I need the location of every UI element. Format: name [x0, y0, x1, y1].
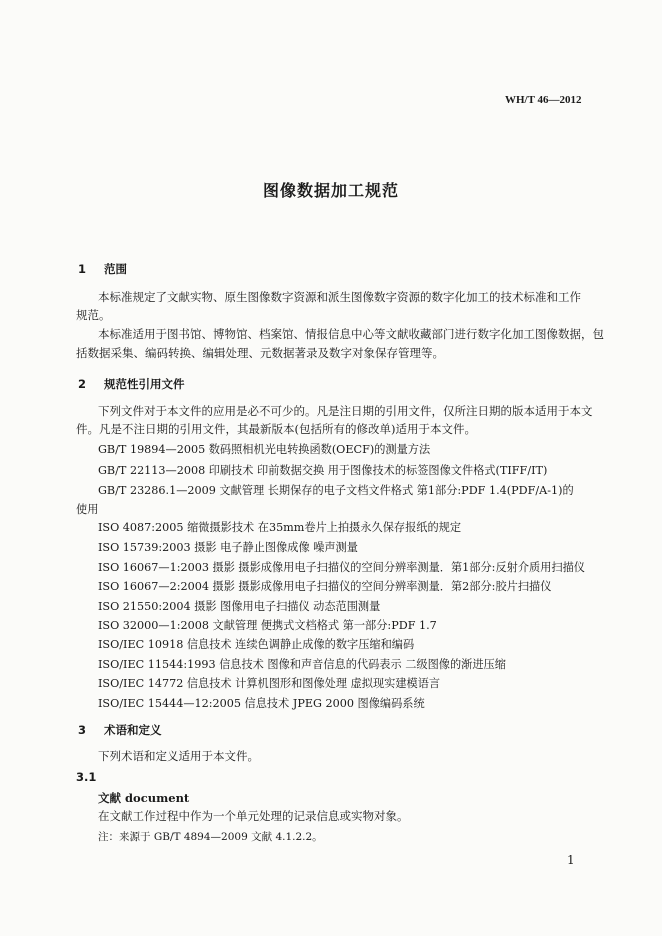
reference-item: ISO/IEC 15444—12:2005 信息技术 JPEG 2000 图像编码系统	[98, 697, 425, 710]
reference-item-continued: 使用	[76, 503, 99, 516]
standard-code: WH/T 46—2012	[505, 94, 582, 106]
term-note: 注：来源于 GB/T 4894—2009 文献 4.1.2.2。	[98, 831, 323, 843]
reference-item: ISO 4087:2005 缩微摄影技术 在35mm卷片上拍摄永久保存报纸的规定	[98, 521, 462, 534]
reference-item: GB/T 19894—2005 数码照相机光电转换函数(OECF)的测量方法	[98, 443, 431, 456]
section-1-para-2-line-2: 括数据采集、编码转换、编辑处理、元数据著录及数字对象保存管理等。	[76, 346, 444, 360]
section-1-number: 1	[78, 262, 87, 276]
section-2-intro-line-2: 件。凡是不注日期的引用文件，其最新版本(包括所有的修改单)适用于本文件。	[76, 422, 476, 436]
section-2-heading	[78, 376, 185, 392]
section-1-para-2-line-1: 本标准适用于图书馆、博物馆、档案馆、情报信息中心等文献收藏部门进行数字化加工图像数据，包	[98, 327, 604, 341]
section-1-para-1-line-1: 本标准规定了文献实物、原生图像数字资源和派生图像数字资源的数字化加工的技术标准和工作	[98, 290, 581, 304]
reference-item: ISO/IEC 14772 信息技术 计算机图形和图像处理 虚拟现实建模语言	[98, 677, 441, 690]
section-2-number: 2	[78, 377, 87, 391]
reference-item: ISO/IEC 11544:1993 信息技术 图像和声音信息的代码表示 二级图像的渐进压缩	[98, 658, 506, 671]
reference-item: ISO 21550:2004 摄影 图像用电子扫描仪 动态范围测量	[98, 600, 381, 613]
section-2-title: 规范性引用文件	[104, 377, 185, 391]
section-3-intro: 下列术语和定义适用于本文件。	[98, 749, 259, 763]
reference-item: ISO 32000—1:2008 文献管理 便携式文档格式 第一部分:PDF 1.7	[98, 619, 437, 632]
reference-item: ISO 16067—1:2003 摄影 摄影成像用电子扫描仪的空间分辨率测量．第1部分:反射介质用扫描仪	[98, 561, 585, 574]
section-3-title: 术语和定义	[104, 723, 162, 737]
term-definition: 在文献工作过程中作为一个单元处理的记录信息或实物对象。	[98, 809, 409, 823]
section-3-heading	[78, 722, 162, 738]
reference-item: ISO/IEC 10918 信息技术 连续色调静止成像的数字压缩和编码	[98, 638, 415, 651]
page-number: 1	[567, 853, 575, 867]
reference-item: GB/T 23286.1—2009 文献管理 长期保存的电子文档文件格式 第1部分:PDF 1.4(PDF/A-1)的	[98, 484, 574, 497]
section-1-title: 范围	[104, 262, 127, 276]
document-title: 图像数据加工规范	[262, 181, 399, 200]
reference-item: ISO 16067—2:2004 摄影 摄影成像用电子扫描仪的空间分辨率测量．第2部分:胶片扫描仪	[98, 580, 552, 593]
subsection-number: 3.1	[76, 770, 97, 784]
term-heading: 文献 document	[98, 791, 190, 805]
section-3-number: 3	[78, 723, 87, 737]
section-1-heading	[78, 261, 127, 277]
section-2-intro-line-1: 下列文件对于本文件的应用是必不可少的。凡是注日期的引用文件，仅所注日期的版本适用于本文	[98, 404, 593, 418]
reference-item: GB/T 22113—2008 印刷技术 印前数据交换 用于图像技术的标签图像文件格式(TIFF/IT)	[98, 464, 548, 477]
reference-item: ISO 15739:2003 摄影 电子静止图像成像 噪声测量	[98, 541, 358, 554]
section-1-para-1-line-2: 规范。	[76, 308, 111, 322]
